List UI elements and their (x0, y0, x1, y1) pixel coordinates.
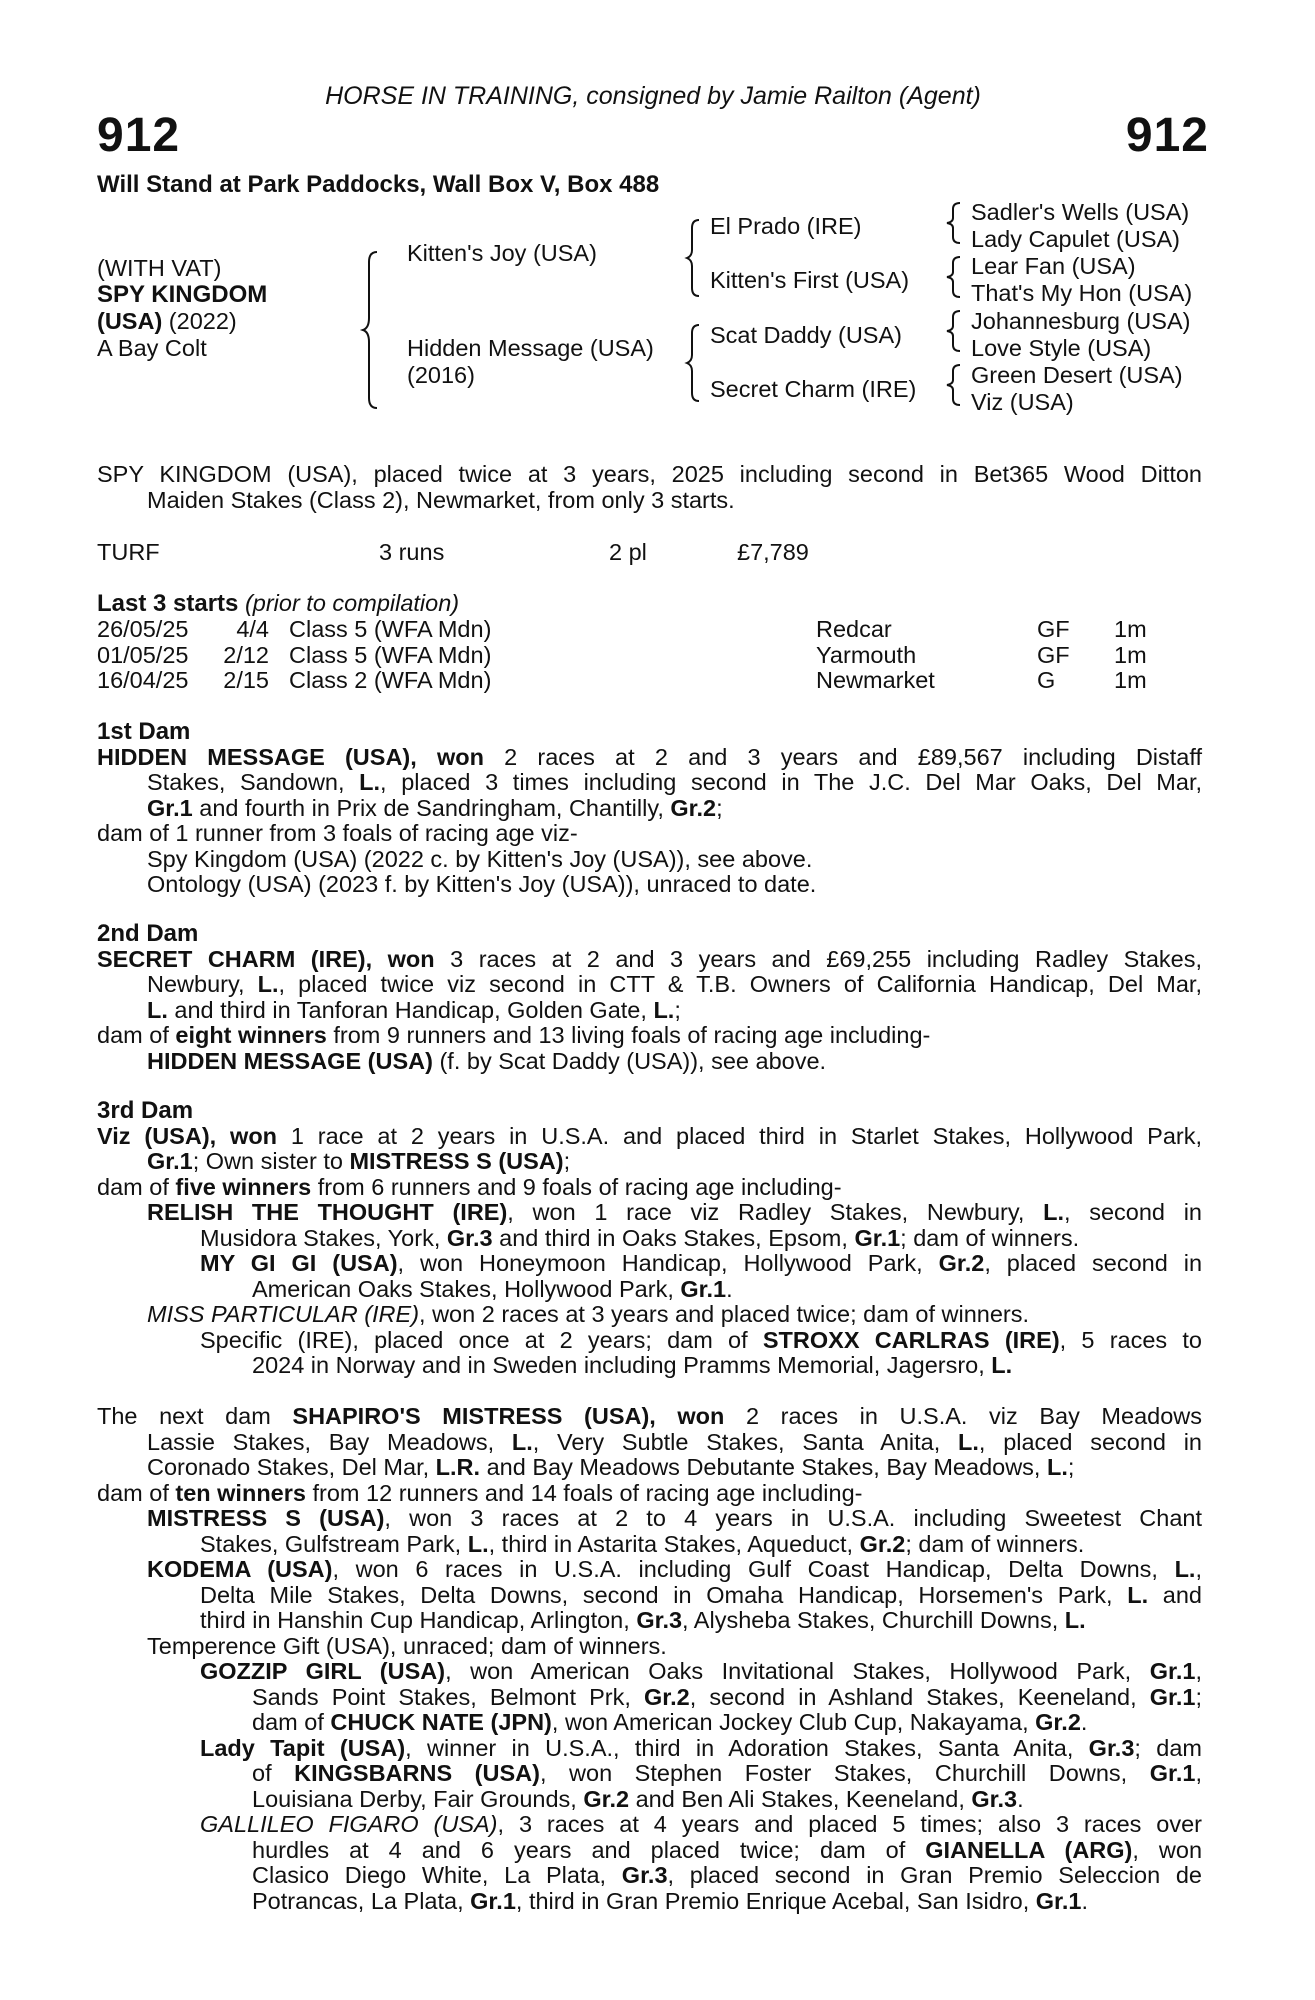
pedigree-dam-year: (2016) (407, 362, 475, 388)
last-starts-race: Class 2 (WFA Mdn) (289, 667, 492, 693)
page-header: HORSE IN TRAINING, consigned by Jamie Railton (Agent) (325, 82, 981, 110)
record-surface: TURF (97, 539, 160, 565)
race-summary: SPY KINGDOM (USA), placed twice at 3 years, 2025 including second in Bet365 Wood Ditton Maiden Stakes (Class 2), Newmarket, from only 3 starts. (97, 461, 1202, 513)
vat-note: (WITH VAT) (97, 255, 222, 281)
last-starts-date: 26/05/25 (97, 616, 189, 642)
pedigree-g4: That's My Hon (USA) (971, 280, 1193, 306)
pedigree-g6: Love Style (USA) (971, 335, 1152, 361)
pedigree-brace-g1 (947, 201, 963, 245)
pedigree-brace-g2 (947, 255, 963, 299)
pedigree-g5: Johannesburg (USA) (971, 308, 1191, 334)
last-starts-race: Class 5 (WFA Mdn) (289, 616, 492, 642)
pedigree-g3: Lear Fan (USA) (971, 253, 1136, 279)
stand-location: Will Stand at Park Paddocks, Wall Box V, Box 488 (97, 171, 660, 198)
pedigree-sire: Kitten's Joy (USA) (407, 240, 597, 266)
horse-origin-year: (USA) (2022) (97, 308, 237, 334)
pedigree-g2: Lady Capulet (USA) (971, 226, 1180, 252)
pedigree-brace-g3 (947, 309, 963, 353)
last-starts-pos: 2/15 (223, 667, 269, 693)
last-starts-dist: 1m (1114, 641, 1147, 668)
record-earnings: £7,789 (737, 539, 809, 565)
lot-number-right: 912 (1125, 109, 1209, 162)
last-starts-dist: 1m (1114, 667, 1147, 693)
second-dam-section: 2nd Dam SECRET CHARM (IRE), won 3 races at 2 and 3 years and £69,255 including Radley Stakes, Newbury, L., placed twice viz second in CTT & T.B. Owners of California Handicap, Del Mar, L. and third in Tanforan Handicap, Golden Gate, L.; dam of eight winners from 9 runners and 13 living foals of racing age including- HIDDEN MESSAGE (USA) (f. by Scat Daddy (USA)), see above. (97, 920, 1202, 1074)
last-starts-pos: 2/12 (223, 641, 269, 668)
record-runs: 3 runs (379, 539, 445, 565)
pedigree-dam-sire: Scat Daddy (USA) (710, 322, 902, 348)
pedigree-brace-sire (687, 218, 703, 298)
pedigree-sire-sire: El Prado (IRE) (710, 213, 862, 239)
pedigree-g7: Green Desert (USA) (971, 362, 1183, 388)
pedigree-brace-dam (687, 323, 703, 403)
last-starts-going: GF (1037, 616, 1070, 642)
last-starts-course: Redcar (816, 616, 892, 642)
last-starts-going: GF (1037, 641, 1070, 668)
last-starts-heading: Last 3 starts (prior to compilation) (97, 590, 460, 617)
last-starts-course: Newmarket (816, 667, 935, 693)
next-dam-section: The next dam SHAPIRO'S MISTRESS (USA), won 2 races in U.S.A. viz Bay Meadows Lassie Stakes, Bay Meadows, L., Very Subtle Stakes, Santa Anita, L., placed second in Coronado Stakes, Del Mar, L.R. and Bay Meadows Debutante Stakes, Bay Meadows, L.; dam of ten winners from 12 runners and 14 foals of racing age including- MISTRESS S (USA), won 3 races at 2 to 4 years in U.S.A. including Sweetest Chant Stakes, Gulfstream Park, L., third in Astarita Stakes, Aqueduct, Gr.2; dam of winners. KODEMA (USA), won 6 races in U.S.A. including Gulf Coast Handicap, Delta Downs, L., Delta Mile Stakes, Delta Downs, second in Omaha Handicap, Horsemen's Park, L. and third in Hanshin Cup Handicap, Arlington, Gr.3, Alysheba Stakes, Churchill Downs, L. Temperence Gift (USA), unraced; dam of winners. GOZZIP GIRL (USA), won American Oaks Invitational Stakes, Hollywood Park, Gr.1, Sands Point Stakes, Belmont Prk, Gr.2, second in Ashland Stakes, Keeneland, Gr.1; dam of CHUCK NATE (JPN), won American Jockey Club Cup, Nakayama, Gr.2. Lady Tapit (USA), winner in U.S.A., third in Adoration Stakes, Santa Anita, Gr.3; dam of KINGSBARNS (USA), won Stephen Foster Stakes, Churchill Downs, Gr.1, Louisiana Derby, Fair Grounds, Gr.2 and Ben Ali Stakes, Keeneland, Gr.3. GALLILEO FIGARO (USA), 3 races at 4 years and placed 5 times; also 3 races over hurdles at 4 and 6 years and placed twice; dam of GIANELLA (ARG), won Clasico Diego White, La Plata, Gr.3, placed second in Gran Premio Seleccion de Potrancas, La Plata, Gr.1, third in Gran Premio Enrique Acebal, San Isidro, Gr.1. (97, 1403, 1203, 1914)
last-starts-dist: 1m (1114, 616, 1147, 642)
pedigree-g1: Sadler's Wells (USA) (971, 199, 1190, 225)
last-starts-course: Yarmouth (816, 641, 917, 668)
pedigree-sire-dam: Kitten's First (USA) (710, 267, 910, 293)
last-starts-pos: 4/4 (236, 616, 269, 642)
horse-name: SPY KINGDOM (97, 281, 268, 308)
pedigree-dam: Hidden Message (USA) (407, 335, 654, 361)
third-dam-section: 3rd Dam Viz (USA), won 1 race at 2 years in U.S.A. and placed third in Starlet Stakes, Hollywood Park, Gr.1; Own sister to MISTRESS S (USA); dam of five winners from 6 runners and 9 foals of racing age including- RELISH THE THOUGHT (IRE), won 1 race viz Radley Stakes, Newbury, L., second in Musidora Stakes, York, Gr.3 and third in Oaks Stakes, Epsom, Gr.1; dam of winners. MY GI GI (USA), won Honeymoon Handicap, Hollywood Park, Gr.2, placed second in American Oaks Stakes, Hollywood Park, Gr.1. MISS PARTICULAR (IRE), won 2 races at 3 years and placed twice; dam of winners. Specific (IRE), placed once at 2 years; dam of STROXX CARLRAS (IRE), 5 races to 2024 in Norway and in Sweden including Pramms Memorial, Jagersro, L. (97, 1097, 1203, 1378)
last-starts-race: Class 5 (WFA Mdn) (289, 641, 492, 668)
pedigree-brace-g4 (947, 363, 963, 407)
pedigree-g8: Viz (USA) (971, 389, 1074, 415)
last-starts-date: 01/05/25 (97, 641, 189, 668)
pedigree-brace-main (363, 250, 383, 410)
last-starts-date: 16/04/25 (97, 667, 189, 693)
catalogue-page (97, 0, 1209, 2000)
first-dam-section: 1st Dam HIDDEN MESSAGE (USA), won 2 races at 2 and 3 years and £89,567 including Distaff Stakes, Sandown, L., placed 3 times including second in The J.C. Del Mar Oaks, Del Mar, Gr.1 and fourth in Prix de Sandringham, Chantilly, Gr.2; dam of 1 runner from 3 foals of racing age viz- Spy Kingdom (USA) (2022 c. by Kitten's Joy (USA)), see above. Ontology (USA) (2023 f. by Kitten's Joy (USA)), unraced to date. (97, 718, 1203, 897)
record-placed: 2 pl (609, 539, 647, 565)
horse-description: A Bay Colt (97, 335, 207, 361)
lot-number-left: 912 (97, 109, 181, 162)
last-starts-going: G (1037, 667, 1056, 693)
pedigree-dam-dam: Secret Charm (IRE) (710, 376, 917, 402)
